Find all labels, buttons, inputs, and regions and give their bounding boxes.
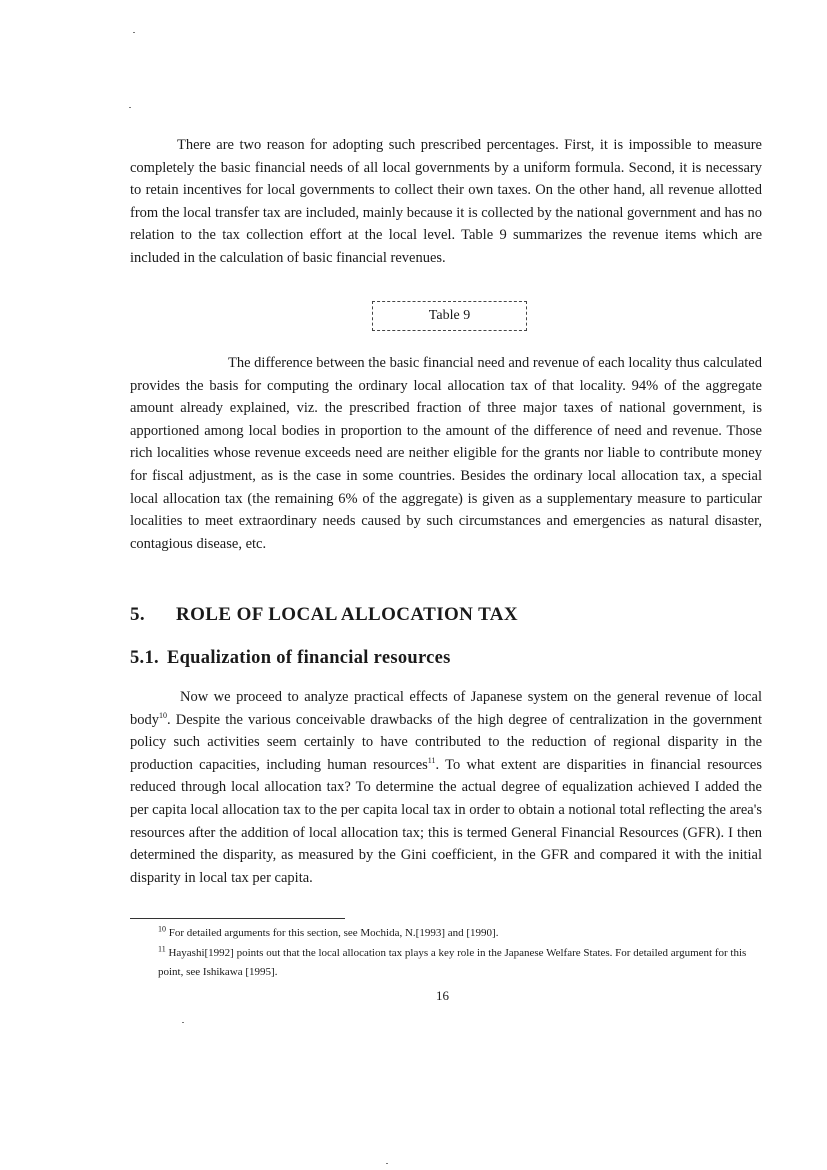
section-title: ROLE OF LOCAL ALLOCATION TAX (176, 604, 519, 625)
footnote-text: For detailed arguments for this section, see Mochida, N.[1993] and [1990]. (168, 927, 499, 939)
paragraph-difference-need-revenue: The difference between the basic financial need and revenue of each locality thus calculated provides the basis for computing the ordinary local allocation tax of that locality. 94% of the aggregate amount already explained, viz. the prescribed fraction of three major taxes of national government, is apportioned among local bodies in proportion to the amount of the difference of need and revenue. Those rich localities whose revenue exceeds need are neither eligible for the grants nor liable to contribute money for fiscal adjustment, as is the case in some countries. Besides the ordinary local allocation tax, a special local allocation tax (the remaining 6% of the aggregate) is given as a supplementary measure to particular localities to meet extraordinary needs caused by such circumstances and emergencies as natural disaster, contagious disease, etc. (130, 355, 762, 552)
section-heading (130, 604, 518, 626)
footnote-mark: 10 (158, 924, 166, 934)
subsection-number: 5.1. (130, 648, 159, 668)
paragraph-text: . Despite the various conceivable drawbacks of the high degree of centralization in the government policy such activities seem certainly to have contributed to the reduction of regional disparity in the production capacities, including human resources (130, 711, 762, 773)
footnote-mark: 11 (158, 944, 166, 954)
subsection-heading (130, 648, 451, 669)
footnote-text: Hayashi[1992] points out that the local allocation tax plays a key role in the Japanese Welfare States. For detailed argument for this point, see Ishikawa [1995]. (158, 947, 747, 978)
paragraph-prescribed-percentages: There are two reason for adopting such prescribed percentages. First, it is impossible to measure completely the basic financial needs of all local governments by a uniform formula. Second, it is necessary to retain incentives for local governments to collect their own taxes. On the other hand, all revenue allotted from the local transfer tax are included, mainly because it is collected by the national government and has no relation to the tax collection effort at the local level. Table 9 summarizes the revenue items which are included in the calculation of basic financial revenues. (130, 137, 762, 266)
footnote-10 (158, 924, 758, 943)
paragraph-text: . To what extent are disparities in financial resources reduced through local allocation tax? To determine the actual degree of equalization achieved I added the per capita local allocation tax to the per capita local tax in order to obtain a notional total reflecting the area's resources after the addition of local allocation tax; this is termed General Financial Resources (GFR). I then determined the disparity, as measured by the Gini coefficient, in the GFR and compared it with the initial disparity in local tax per capita. (130, 756, 763, 886)
table-9-placeholder: Table 9 (372, 301, 527, 331)
subsection-title: Equalization of financial resources (166, 648, 451, 668)
footnote-11 (158, 944, 758, 982)
scan-speck (133, 32, 135, 33)
paragraph-text: Now we proceed to analyze practical effects of Japanese system on the general revenue of local body (130, 689, 762, 728)
scan-speck (386, 1163, 388, 1164)
paragraph-equalization (130, 686, 762, 889)
section-number: 5. (130, 604, 146, 625)
footnote-reference: 10 (159, 710, 167, 720)
scan-speck (182, 1022, 184, 1023)
scan-speck (129, 107, 131, 108)
footnote-reference: 11 (427, 755, 436, 765)
footnote-divider (130, 918, 345, 919)
page-number: 16 (436, 988, 449, 1003)
